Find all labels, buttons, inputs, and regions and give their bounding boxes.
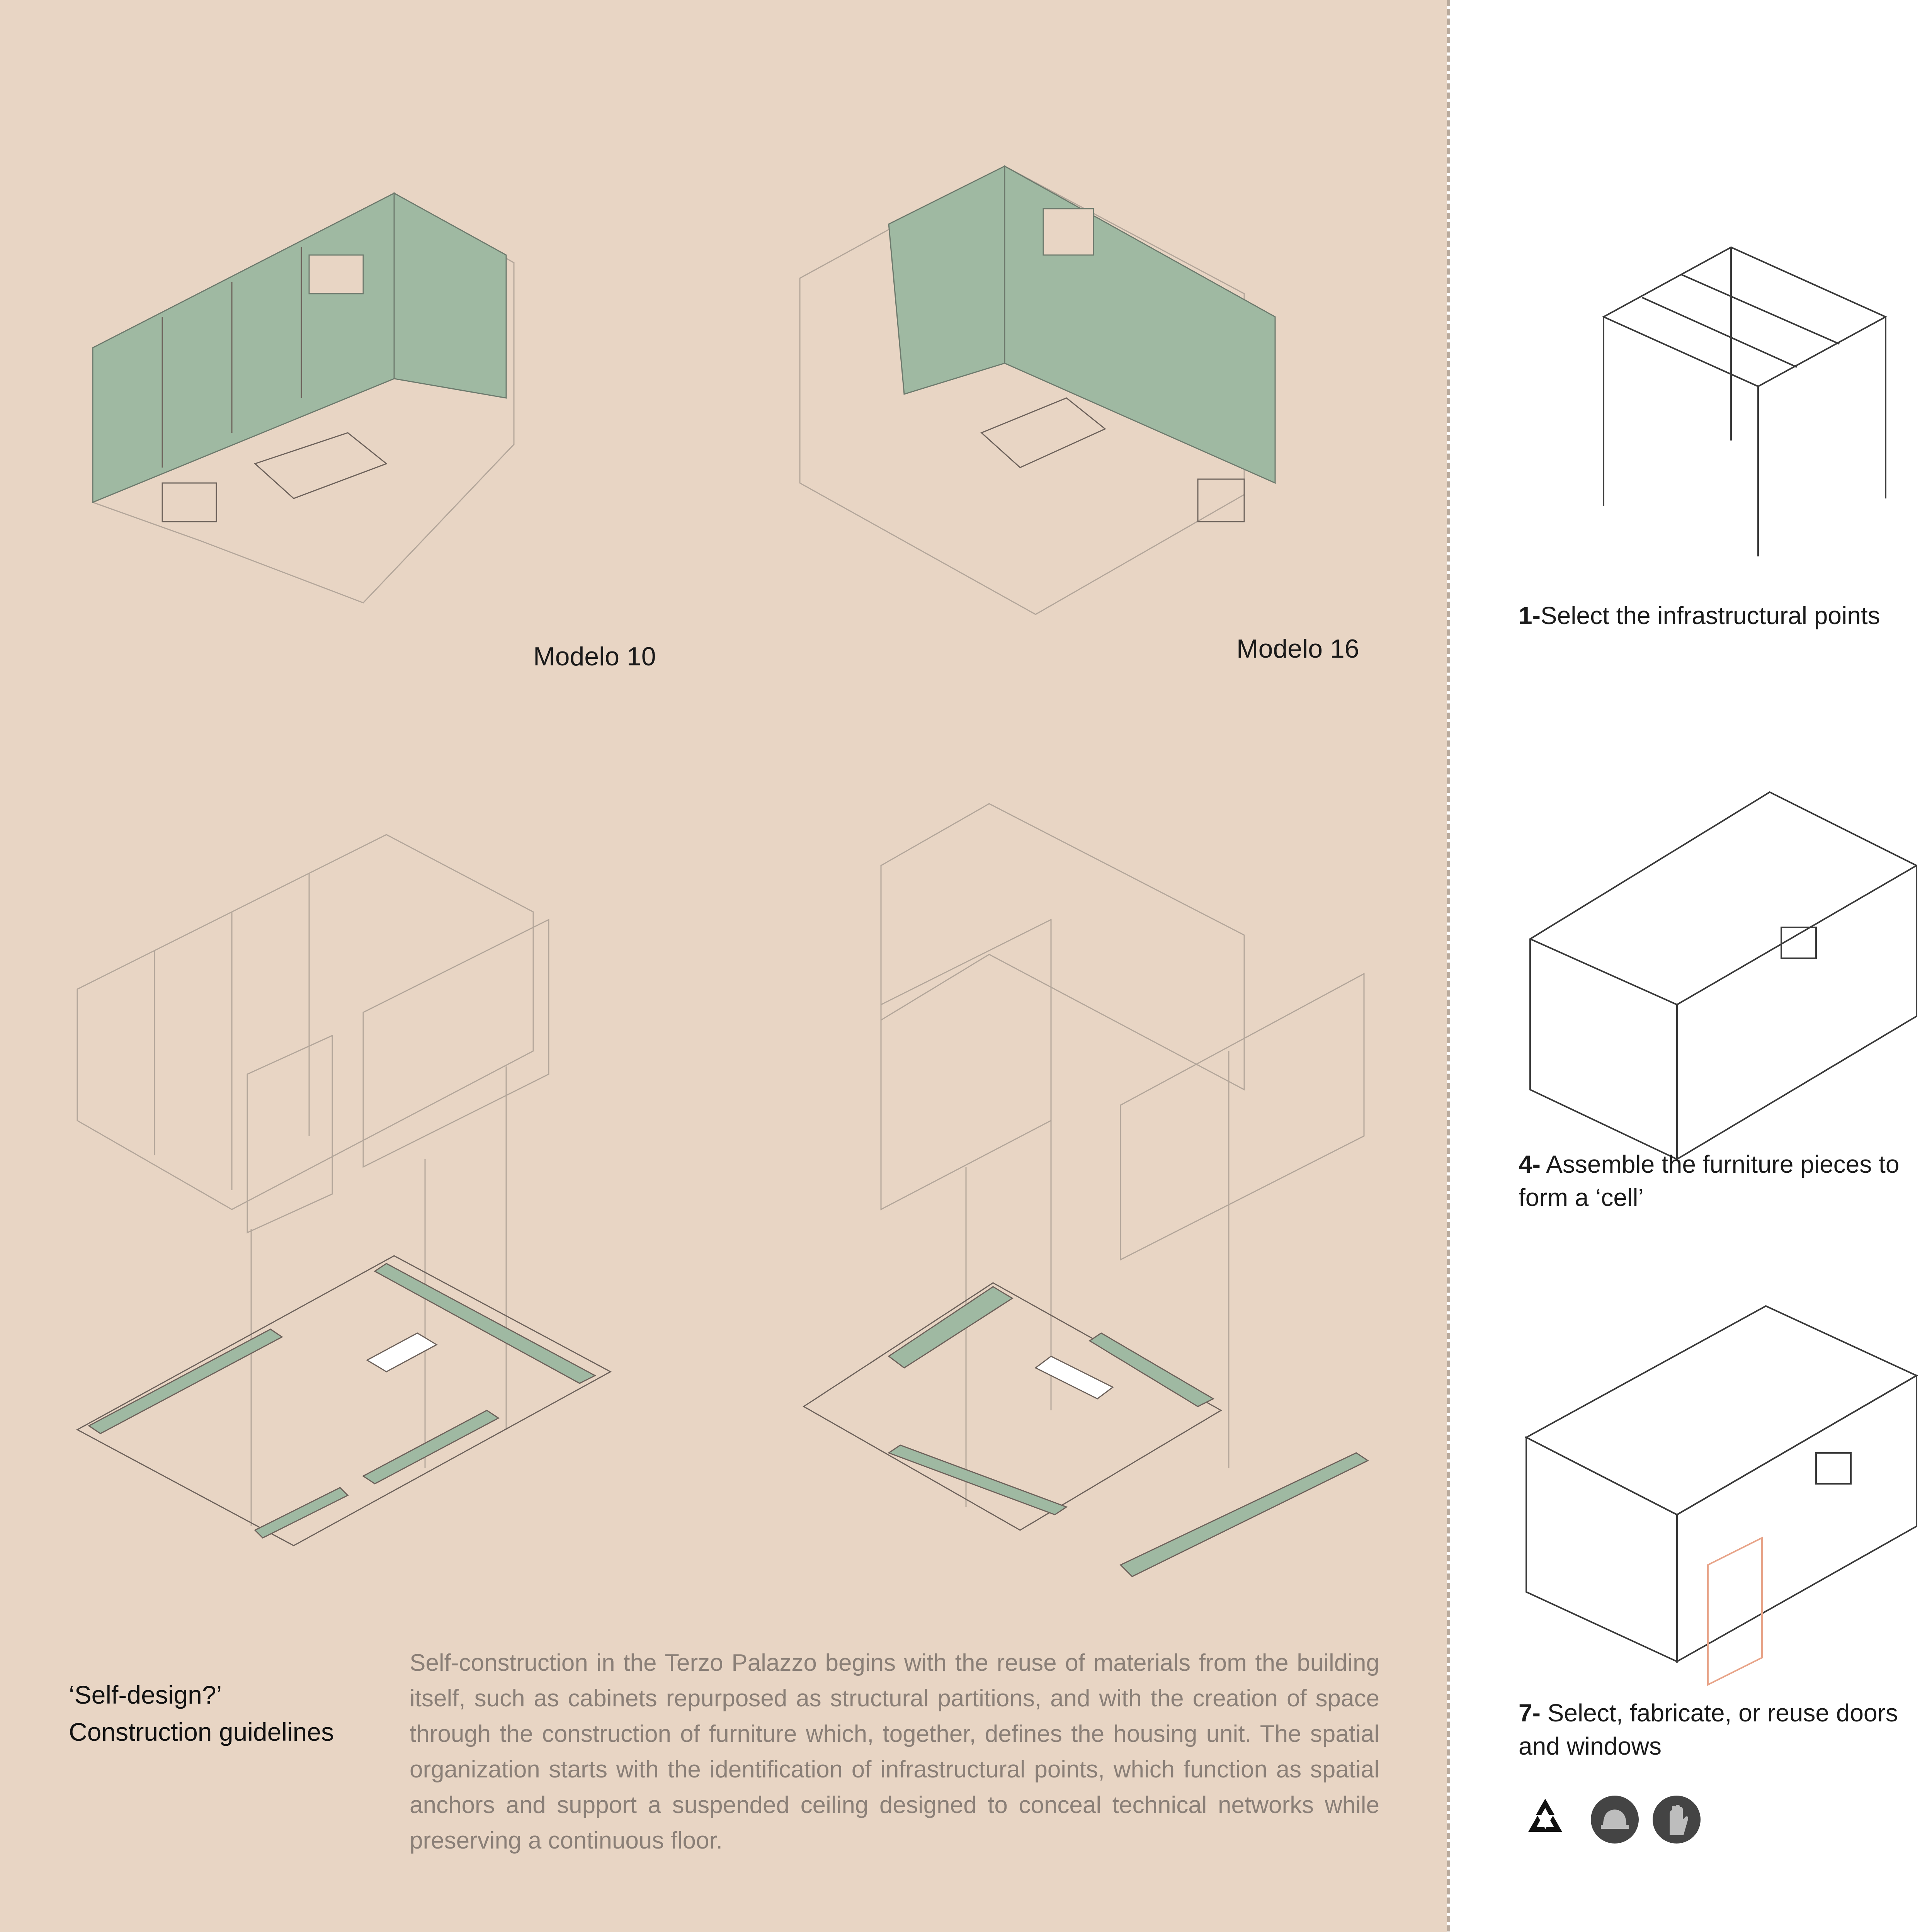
step-4-text: Assemble the furniture pieces to form a ‘cell’ xyxy=(1519,1150,1900,1211)
step-7-caption xyxy=(1519,1696,1932,1763)
intro-paragraph: Self-construction in the Terzo Palazzo begins with the reuse of materials from the building itself, such as cabinets repurposed as structural partitions, and with the creation of space through the construction of furniture which, together, defines the housing unit. The spatial organization starts with the identification of infrastructural points, which function as spatial anchors and support a suspended ceiling designed to conceal technical networks while preserving a continuous floor. xyxy=(410,1650,1379,1854)
intro-title xyxy=(69,1676,334,1750)
step-4-number: 4- xyxy=(1519,1150,1541,1178)
helmet-icon xyxy=(1590,1795,1639,1844)
intro-title-line-2: Construction guidelines xyxy=(69,1718,334,1746)
recycle-icon xyxy=(1520,1795,1570,1844)
intro-title-line-1: ‘Self-design?’ xyxy=(69,1680,222,1709)
glove-icon xyxy=(1652,1795,1701,1844)
step-7-number: 7- xyxy=(1519,1699,1541,1727)
step-1-text: Select the infrastructural points xyxy=(1540,602,1880,629)
step-1-number: 1- xyxy=(1519,602,1541,629)
model-16-label: Modelo 16 xyxy=(1236,634,1359,663)
step-7-drawing xyxy=(1526,1306,1917,1685)
step-4-caption xyxy=(1519,1148,1932,1214)
model-10-label: Modelo 10 xyxy=(533,642,656,671)
step-7-text: Select, fabricate, or reuse doors and windows xyxy=(1519,1699,1898,1760)
step-4-drawing xyxy=(1530,792,1917,1159)
step-1-drawing xyxy=(1604,247,1886,556)
step-1-caption xyxy=(1519,599,1932,632)
